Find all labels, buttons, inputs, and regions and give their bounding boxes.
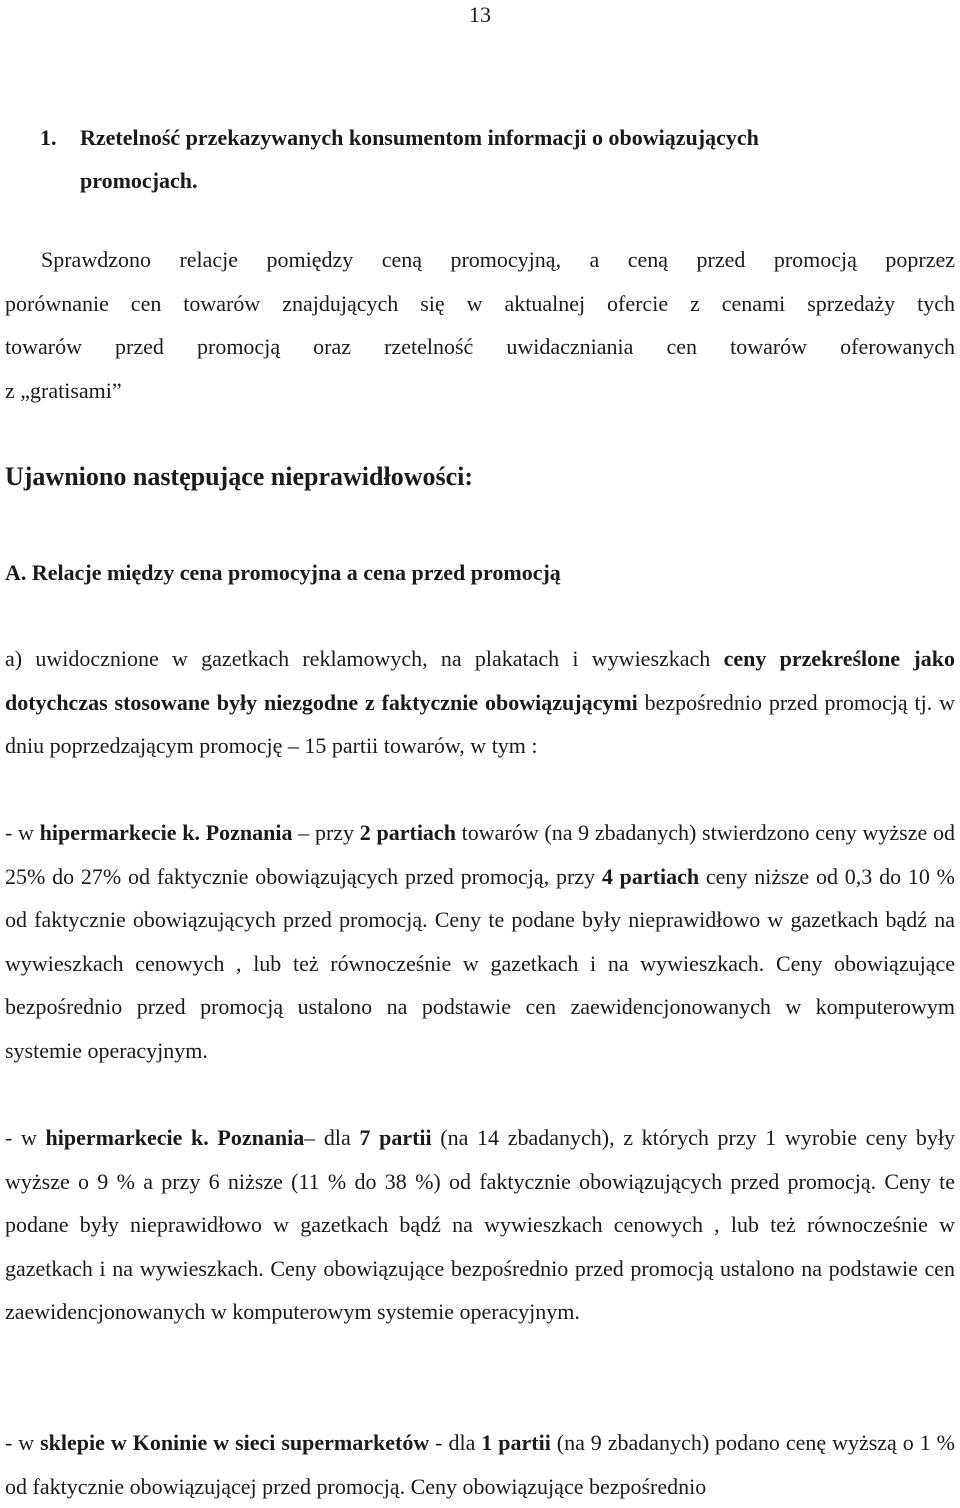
intro-line: Sprawdzono relacje pomiędzy ceną promocyjną, a ceną przed promocją poprzez bbox=[41, 247, 955, 272]
paragraph-sklep-konin bbox=[5, 1421, 955, 1508]
bold-run: 4 partiach bbox=[601, 863, 700, 889]
text-run: (na 9 zbadanych) podano cenę wyższą o 1 % od faktycznie obowiązującej przed promocją. Ceny obowiązujące bezpośrednio bbox=[5, 1430, 956, 1499]
text-run: bezpośrednio przed promocją tj. w dniu poprzedzającym promocję – 15 partii towarów, w tym : bbox=[5, 689, 956, 758]
text-run: – przy bbox=[292, 820, 360, 845]
bold-run: ceny przekreślone jako dotychczas stosowane były niezgodne z faktycznie obowiązującymi bbox=[5, 646, 955, 715]
bold-run: 1 partii bbox=[481, 1430, 551, 1455]
intro-line: porównanie cen towarów znajdujących się w aktualnej ofercie z cenami sprzedaży tych bbox=[5, 290, 955, 316]
paragraph-hipermarket-1 bbox=[5, 811, 955, 1072]
text-run: ceny niższe od 0,3 do 10 % od faktycznie obowiązujących przed promocją. Ceny te podane były nieprawidłowo w gazetkach bądź na wywieszkach cenowych , lub też równocześnie w gazetkach i na wywieszkach. Ceny obowiązujące bezpośrednio przed promocją ustalono na podstawie cen zaewidencjonowanych w komputerowym systemie operacyjnym. bbox=[5, 863, 955, 1063]
bold-run: hipermarkecie k. Poznania bbox=[39, 820, 293, 845]
page-number: 13 bbox=[469, 2, 491, 27]
subsection-a-title: A. Relacje między cena promocyjna a cena przed promocją bbox=[5, 560, 561, 585]
section-heading-line1: Rzetelność przekazywanych konsumentom informacji o obowiązujących bbox=[80, 125, 759, 150]
intro-line: z „gratisami” bbox=[5, 377, 122, 403]
intro-paragraph bbox=[5, 238, 955, 412]
bold-run: 2 partiach bbox=[359, 820, 456, 845]
text-run: towarów (na 9 zbadanych) stwierdzono ceny wyższe od 25% do 27% od faktycznie obowiązujących przed promocją, przy bbox=[5, 820, 955, 889]
text-run: - w bbox=[5, 820, 40, 845]
text-run: a) uwidocznione w gazetkach reklamowych, na plakatach i wywieszkach bbox=[5, 646, 724, 671]
irregularities-title: Ujawniono następujące nieprawidłowości: bbox=[5, 462, 474, 491]
text-run: - dla bbox=[429, 1430, 482, 1455]
section-number: 1. bbox=[40, 125, 57, 150]
section-heading-line2: promocjach. bbox=[80, 168, 198, 193]
text-run: – dla bbox=[304, 1125, 360, 1150]
intro-line: towarów przed promocją oraz rzetelność uwidaczniania cen towarów oferowanych bbox=[5, 334, 955, 359]
paragraph-a bbox=[5, 637, 955, 768]
text-run: - w bbox=[5, 1125, 46, 1150]
bold-run: sklepie w Koninie w sieci supermarketów bbox=[40, 1430, 430, 1455]
section-heading bbox=[40, 116, 900, 202]
text-run: - w bbox=[5, 1430, 41, 1455]
bold-run: 7 partii bbox=[359, 1125, 432, 1150]
bold-run: hipermarkecie k. Poznania bbox=[45, 1125, 305, 1150]
text-run: (na 14 zbadanych), z których przy 1 wyrobie ceny były wyższe o 9 % a przy 6 niższe (11 % do 38 %) od faktycznie obowiązujących przed promocją. Ceny te podane były nieprawidłowo w gazetkach bądź na wywieszkach cenowych , lub też równocześnie w gazetkach i na wywieszkach. Ceny obowiązujące bezpośrednio przed promocją ustalono na podstawie cen zaewidencjonowanych w komputerowym systemie operacyjnym. bbox=[5, 1125, 955, 1324]
paragraph-hipermarket-2 bbox=[5, 1116, 955, 1334]
